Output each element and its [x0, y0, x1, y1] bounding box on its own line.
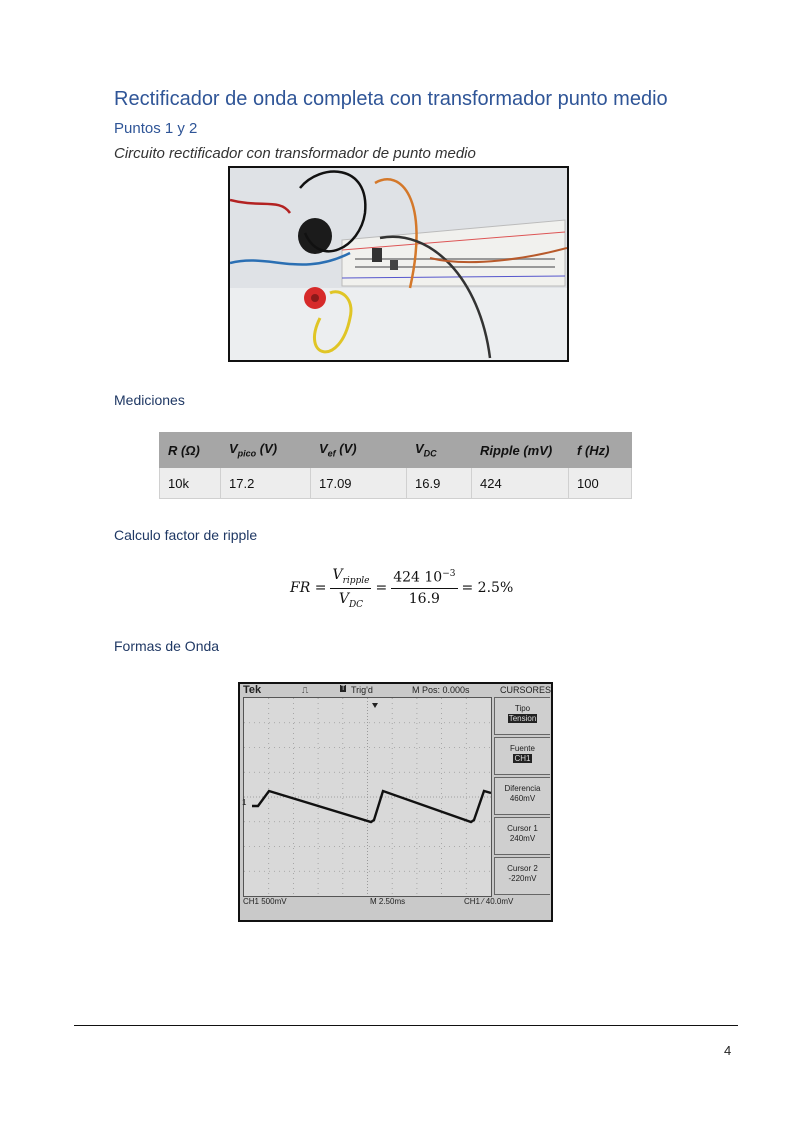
scope-top-bar — [240, 684, 551, 697]
menu-diferencia[interactable]: Diferencia 460mV — [494, 777, 550, 815]
oscilloscope-screen — [238, 682, 553, 922]
cell-vpico: 17.2 — [221, 468, 311, 499]
header-r: R (Ω) — [160, 433, 221, 468]
menu-title: CURSORES — [500, 685, 552, 695]
header-ripple: Ripple (mV) — [472, 433, 569, 468]
section-subtitle: Puntos 1 y 2 — [114, 120, 198, 137]
table-row — [160, 468, 632, 499]
measurements-table — [159, 432, 632, 499]
ripple-formula — [290, 567, 513, 610]
scope-bottom-bar — [240, 896, 551, 910]
formula-equals: = — [375, 580, 388, 597]
ripple-heading: Calculo factor de ripple — [114, 527, 258, 543]
ch1-scale: CH1 500mV — [243, 897, 287, 906]
cell-ripple: 424 — [472, 468, 569, 499]
m-pos: M Pos: 0.000s — [412, 685, 470, 695]
waveforms-heading: Formas de Onda — [114, 638, 220, 654]
cell-vdc: 16.9 — [407, 468, 472, 499]
cell-vef: 17.09 — [311, 468, 407, 499]
table-header-row — [160, 433, 632, 468]
cursor-menu — [494, 697, 550, 895]
footer-rule — [74, 1025, 738, 1026]
circuit-photo — [228, 166, 569, 362]
figure-caption: Circuito rectificador con transformador de punto medio — [114, 145, 476, 162]
header-vef: $V_{ef}$ (V) — [311, 433, 407, 468]
page-title: Rectificador de onda completa con transformador punto medio — [114, 88, 668, 110]
mediciones-heading: Mediciones — [114, 392, 185, 408]
header-vdc: $V_{DC}$ — [407, 433, 472, 468]
formula-lhs: FR = — [290, 580, 327, 597]
menu-cursor-1[interactable]: Cursor 1 240mV — [494, 817, 550, 855]
menu-tipo[interactable]: Tipo Tension — [494, 697, 550, 735]
cell-f: 100 — [569, 468, 632, 499]
trigger-icon: ⎍ — [302, 685, 309, 695]
fraction-values: $\frac{424 10^{-3}}{16.9}$ — [393, 569, 456, 608]
cell-r: 10k — [160, 468, 221, 499]
time-scale: M 2.50ms — [370, 897, 406, 906]
menu-cursor-2[interactable]: Cursor 2 -220mV — [494, 857, 550, 895]
trigger-t-icon: T — [341, 685, 346, 692]
trigger-state: Trig'd — [351, 685, 373, 695]
fraction-vripple-vdc: $\frac{V_{ripple}}{V_{DC}}$ — [332, 567, 370, 610]
trigger-setting: CH1 ⁄ 40.0mV — [464, 897, 514, 906]
header-f: f (Hz) — [569, 433, 632, 468]
scope-graticule — [243, 697, 492, 897]
formula-result: = 2.5% — [461, 580, 514, 597]
page-number: 4 — [724, 1043, 732, 1058]
menu-fuente[interactable]: Fuente CH1 — [494, 737, 550, 775]
scope-brand: Tek — [243, 684, 262, 696]
header-vpico: $V_{pico}$ (V) — [221, 433, 311, 468]
channel-marker: 1 — [242, 798, 247, 807]
